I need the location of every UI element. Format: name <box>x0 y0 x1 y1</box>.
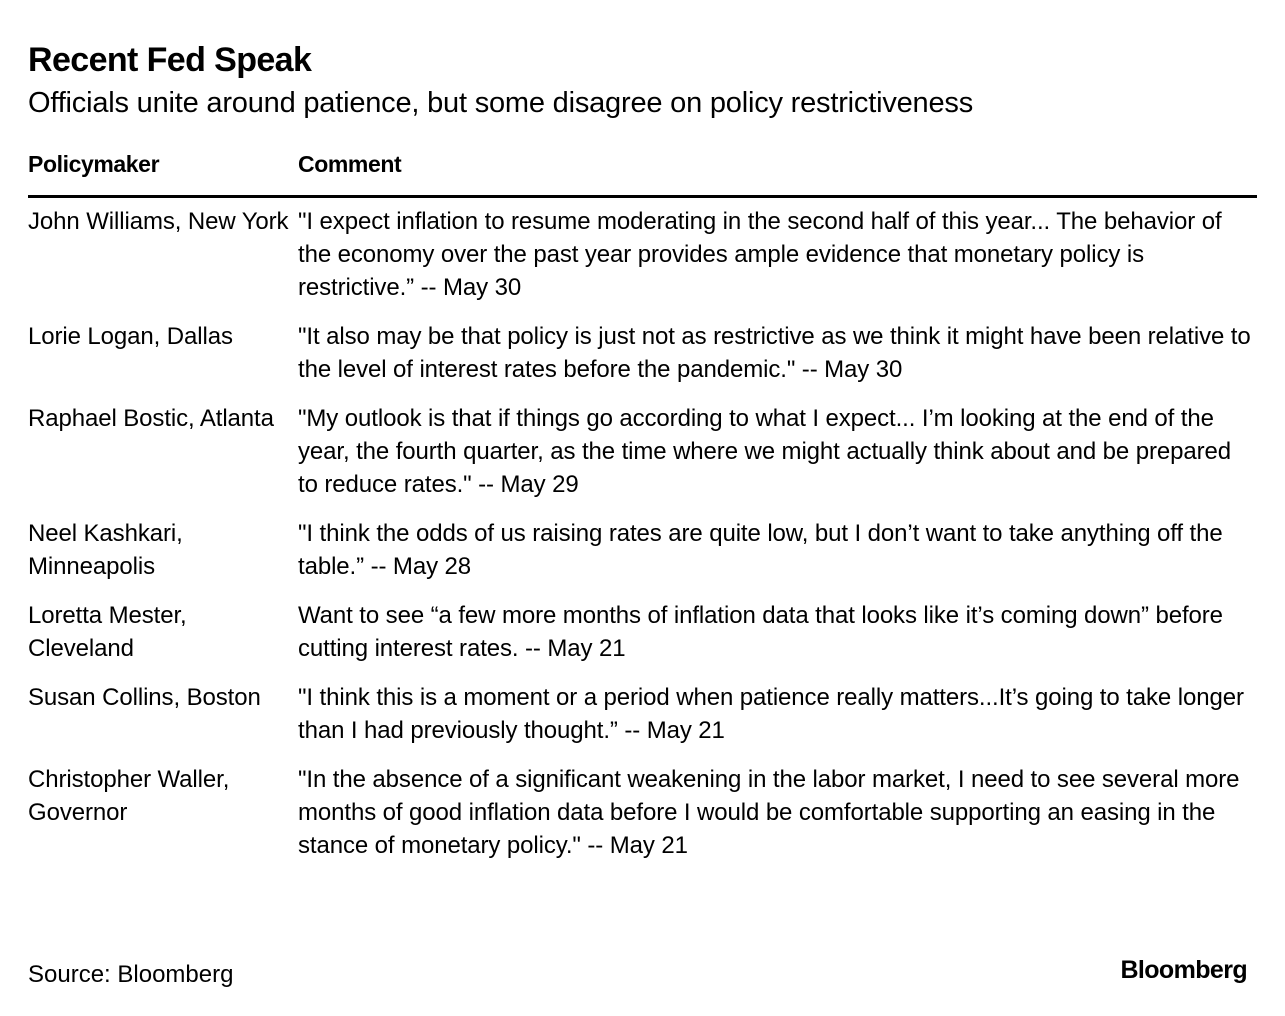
table-row <box>28 198 1257 304</box>
table-row <box>28 501 1257 583</box>
comment-cell: "I think this is a moment or a period when patience really matters...It’s going to take longer than I had previously thought.” -- May 21 <box>298 684 1244 744</box>
policymaker-cell: John Williams, New York <box>28 208 289 235</box>
comment-cell: "My outlook is that if things go according to what I expect... I’m looking at the end of the year, the fourth quarter, as the time where we might actually think about and be prepared to reduce rates." -- May 29 <box>298 405 1231 498</box>
comment-cell: "I expect inflation to resume moderating in the second half of this year... The behavior of the economy over the past year provides ample evidence that monetary policy is restrictive.” -- May 30 <box>298 208 1222 301</box>
table-body <box>28 198 1257 862</box>
table-row <box>28 583 1257 665</box>
chart-title: Recent Fed Speak <box>28 41 312 79</box>
table-row <box>28 304 1257 386</box>
comment-cell: Want to see “a few more months of inflation data that looks like it’s coming down” before cutting interest rates. -- May 21 <box>298 602 1223 662</box>
table-row <box>28 386 1257 501</box>
policymaker-cell: Neel Kashkari, Minneapolis <box>28 520 183 580</box>
comment-cell: "I think the odds of us raising rates are quite low, but I don’t want to take anything off the table.” -- May 28 <box>298 520 1223 580</box>
table-header <box>28 146 1257 198</box>
table-row <box>28 665 1257 747</box>
policymaker-cell: Christopher Waller, Governor <box>28 766 230 826</box>
fed-speak-table <box>28 146 1257 862</box>
policymaker-cell: Lorie Logan, Dallas <box>28 323 233 350</box>
comment-cell: "It also may be that policy is just not as restrictive as we think it might have been relative to the level of interest rates before the pandemic." -- May 30 <box>298 323 1251 383</box>
policymaker-cell: Susan Collins, Boston <box>28 684 261 711</box>
column-header-comment: Comment <box>298 151 402 177</box>
table-row <box>28 747 1257 862</box>
chart-subtitle: Officials unite around patience, but some disagree on policy restrictiveness <box>28 87 974 119</box>
source-note: Source: Bloomberg <box>28 961 234 988</box>
column-header-policymaker: Policymaker <box>28 151 160 177</box>
comment-cell: "In the absence of a significant weakening in the labor market, I need to see several more months of good inflation data before I would be comfortable supporting an easing in the stance of monetary policy." -- May 21 <box>298 766 1240 859</box>
bloomberg-logo: Bloomberg <box>1120 956 1247 984</box>
policymaker-cell: Loretta Mester, Cleveland <box>28 602 187 662</box>
policymaker-cell: Raphael Bostic, Atlanta <box>28 405 274 432</box>
